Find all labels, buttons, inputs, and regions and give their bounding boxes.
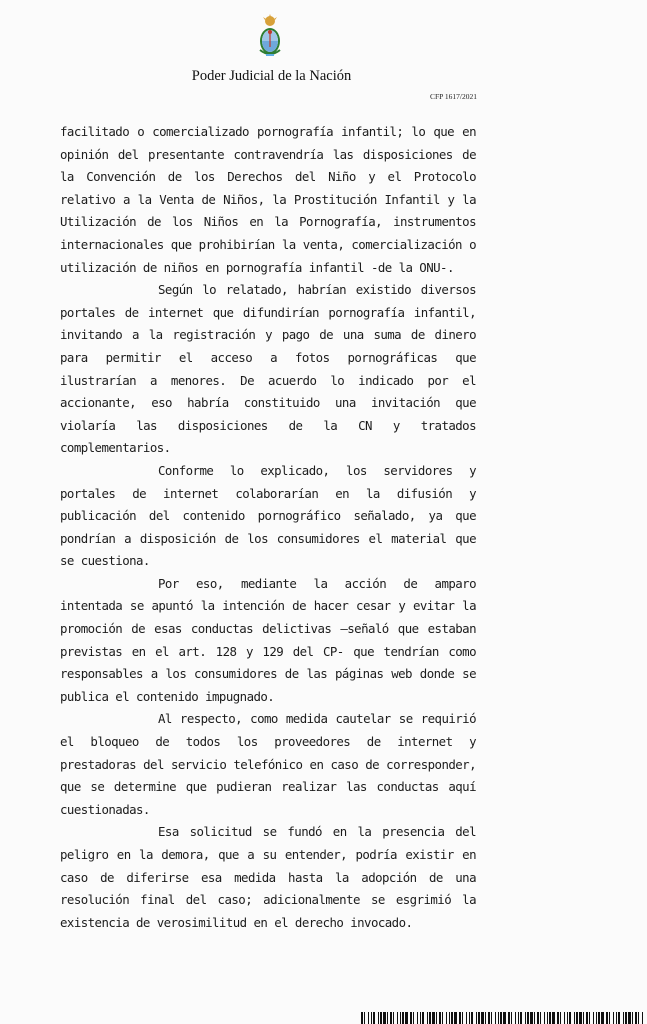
case-number: CFP 1617/2021	[429, 92, 477, 101]
paragraph: Por eso, mediante la acción de amparo intentada se apuntó la intención de hacer cesar y evitar la promoción de esas conductas delictivas –señaló que estaban previstas en el art. 128 y 129 del CP- que tendrían como responsables a los consumidores de las páginas web donde se publica el contenido impugnado.	[60, 575, 476, 704]
argentina-coat-of-arms-icon	[254, 14, 286, 62]
paragraph: Conforme lo explicado, los servidores y portales de internet colaborarían en la difusión y publicación del contenido pornográfico señalado, ya que pondrían a disposición de los consumidores el material que se cuestiona.	[60, 462, 476, 569]
document-body	[60, 121, 476, 934]
institution-title	[0, 68, 647, 85]
paragraph: facilitado o comercializado pornografía infantil; lo que en opinión del presentante contravendría las disposiciones de la Convención de los Derechos del Niño y el Protocolo relativo a la Venta de Niños, la Prostitución Infantil y la Utilización de los Niños en la Pornografía, instrumentos internacionales que prohibirían la venta, comercialización o utilización de niños en pornografía infantil -de la ONU-.	[60, 124, 476, 275]
paragraph: Esa solicitud se fundó en la presencia del peligro en la demora, que a su entender, podría existir en caso de diferirse esa medida hasta la adopción de una resolución final del caso; adicionalmente se esgrimió la existencia de verosimilitud en el derecho invocado.	[60, 824, 476, 930]
paragraph: Al respecto, como medida cautelar se requirió el bloqueo de todos los proveedores de internet y prestadoras del servicio telefónico en caso de corresponder, que se determine que pudieran realizar las conductas aquí cuestionadas.	[60, 711, 476, 817]
paragraph: Según lo relatado, habrían existido diversos portales de internet que difundirían pornografía infantil, invitando a la registración y pago de una suma de dinero para permitir el acceso a fotos pornográficas que ilustrarían a menores. De acuerdo lo indicado por el accionante, eso habría constituido una invitación que violaría las disposiciones de la CN y tratados complementarios.	[60, 282, 476, 456]
institution-name: Poder Judicial de la Nación	[191, 68, 352, 84]
barcode-icon	[359, 1012, 647, 1024]
